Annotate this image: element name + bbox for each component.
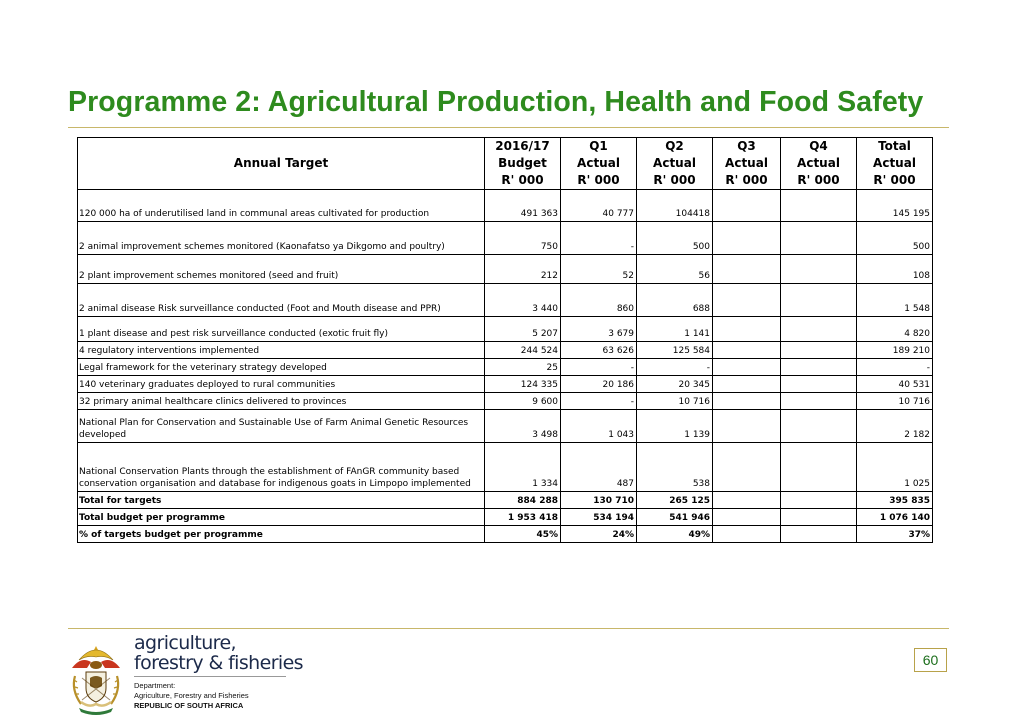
amount-cell: - [637, 359, 713, 376]
header-line: Budget [498, 156, 547, 170]
amount-cell: 1 025 [857, 443, 933, 492]
target-cell: National Plan for Conservation and Sustainable Use of Farm Animal Genetic Resources developed [78, 410, 485, 443]
table-row [78, 190, 933, 222]
table-row [78, 317, 933, 342]
amount-cell [781, 393, 857, 410]
table-row [78, 443, 933, 492]
header-line: Q4 [809, 139, 828, 153]
header-line: Q2 [665, 139, 684, 153]
title-divider [68, 127, 949, 128]
amount-cell [713, 222, 781, 255]
header-line: 2016/17 [495, 139, 550, 153]
target-cell: Legal framework for the veterinary strategy developed [78, 359, 485, 376]
amount-cell: 1 139 [637, 410, 713, 443]
amount-cell [781, 222, 857, 255]
header-cell [781, 138, 857, 190]
amount-cell: 52 [561, 255, 637, 284]
header-line: Q1 [589, 139, 608, 153]
target-cell: National Conservation Plants through the establishment of FAnGR community based conservation organisation and database for indigenous goats in Limpopo implemented [78, 443, 485, 492]
amount-cell: - [561, 222, 637, 255]
amount-cell [713, 393, 781, 410]
amount-cell [713, 342, 781, 359]
amount-cell: 9 600 [485, 393, 561, 410]
target-cell: Total for targets [78, 492, 485, 509]
amount-cell [713, 526, 781, 543]
header-line: Total [878, 139, 911, 153]
amount-cell: 688 [637, 284, 713, 317]
header-cell [857, 138, 933, 190]
target-cell: 140 veterinary graduates deployed to rural communities [78, 376, 485, 393]
page-title: Programme 2: Agricultural Production, Health and Food Safety [68, 86, 924, 118]
table-row [78, 342, 933, 359]
amount-cell: 491 363 [485, 190, 561, 222]
amount-cell: 212 [485, 255, 561, 284]
table-row [78, 393, 933, 410]
amount-cell [781, 359, 857, 376]
amount-cell: 5 207 [485, 317, 561, 342]
table-row [78, 222, 933, 255]
page-number: 60 [914, 648, 947, 672]
table-row [78, 255, 933, 284]
header-line: Q3 [737, 139, 756, 153]
header-line: R' 000 [873, 173, 916, 187]
footer-divider [68, 628, 949, 629]
amount-cell: 3 679 [561, 317, 637, 342]
department-name [134, 633, 303, 673]
amount-cell: 20 345 [637, 376, 713, 393]
amount-cell: 884 288 [485, 492, 561, 509]
table-row [78, 359, 933, 376]
amount-cell: 1 076 140 [857, 509, 933, 526]
amount-cell [781, 317, 857, 342]
amount-cell: - [561, 359, 637, 376]
coat-of-arms-icon [67, 638, 125, 716]
department-subtitle [134, 681, 249, 711]
amount-cell: 4 820 [857, 317, 933, 342]
header-line: Annual Target [233, 156, 329, 170]
target-cell: 2 plant improvement schemes monitored (seed and fruit) [78, 255, 485, 284]
amount-cell: - [561, 393, 637, 410]
target-cell: Total budget per programme [78, 509, 485, 526]
amount-cell: 1 953 418 [485, 509, 561, 526]
amount-cell: 25 [485, 359, 561, 376]
amount-cell: 130 710 [561, 492, 637, 509]
amount-cell: 63 626 [561, 342, 637, 359]
amount-cell: 104418 [637, 190, 713, 222]
table-row [78, 410, 933, 443]
amount-cell [781, 492, 857, 509]
amount-cell: 145 195 [857, 190, 933, 222]
amount-cell: 500 [637, 222, 713, 255]
amount-cell [781, 509, 857, 526]
amount-cell: 45% [485, 526, 561, 543]
target-cell: 120 000 ha of underutilised land in communal areas cultivated for production [78, 190, 485, 222]
amount-cell [713, 492, 781, 509]
amount-cell: 860 [561, 284, 637, 317]
header-line: R' 000 [501, 173, 544, 187]
table-row [78, 376, 933, 393]
department-divider [134, 676, 286, 677]
amount-cell [781, 190, 857, 222]
amount-cell: 265 125 [637, 492, 713, 509]
target-cell: 4 regulatory interventions implemented [78, 342, 485, 359]
department-name-line: forestry & fisheries [134, 652, 303, 674]
amount-cell: 500 [857, 222, 933, 255]
amount-cell: 124 335 [485, 376, 561, 393]
header-cell [713, 138, 781, 190]
amount-cell: 40 777 [561, 190, 637, 222]
amount-cell: 49% [637, 526, 713, 543]
amount-cell: 10 716 [857, 393, 933, 410]
table-header-row [78, 138, 933, 190]
amount-cell: 108 [857, 255, 933, 284]
amount-cell: 20 186 [561, 376, 637, 393]
amount-cell: 1 548 [857, 284, 933, 317]
amount-cell: 2 182 [857, 410, 933, 443]
amount-cell: 244 524 [485, 342, 561, 359]
amount-cell [781, 284, 857, 317]
amount-cell [781, 255, 857, 284]
header-line: R' 000 [577, 173, 620, 187]
amount-cell: 1 043 [561, 410, 637, 443]
department-name-line: agriculture, [134, 632, 236, 654]
target-cell: 2 animal disease Risk surveillance conducted (Foot and Mouth disease and PPR) [78, 284, 485, 317]
amount-cell: 487 [561, 443, 637, 492]
table-row [78, 526, 933, 543]
amount-cell [781, 410, 857, 443]
target-cell: 32 primary animal healthcare clinics delivered to provinces [78, 393, 485, 410]
table-row [78, 492, 933, 509]
amount-cell: 3 498 [485, 410, 561, 443]
header-line: Actual [797, 156, 840, 170]
amount-cell: 3 440 [485, 284, 561, 317]
amount-cell: 395 835 [857, 492, 933, 509]
country-name: REPUBLIC OF SOUTH AFRICA [134, 701, 244, 710]
header-cell [485, 138, 561, 190]
amount-cell: 541 946 [637, 509, 713, 526]
table-body [78, 190, 933, 543]
amount-cell: 40 531 [857, 376, 933, 393]
header-line: Actual [873, 156, 916, 170]
amount-cell: 10 716 [637, 393, 713, 410]
amount-cell: 56 [637, 255, 713, 284]
amount-cell: 750 [485, 222, 561, 255]
amount-cell: - [857, 359, 933, 376]
amount-cell [713, 255, 781, 284]
amount-cell [713, 284, 781, 317]
header-line: R' 000 [797, 173, 840, 187]
amount-cell: 125 584 [637, 342, 713, 359]
header-cell [561, 138, 637, 190]
header-line: Actual [577, 156, 620, 170]
amount-cell: 24% [561, 526, 637, 543]
amount-cell: 1 334 [485, 443, 561, 492]
amount-cell [781, 443, 857, 492]
amount-cell [781, 376, 857, 393]
target-cell: % of targets budget per programme [78, 526, 485, 543]
amount-cell [713, 509, 781, 526]
amount-cell: 37% [857, 526, 933, 543]
amount-cell: 1 141 [637, 317, 713, 342]
header-line: R' 000 [725, 173, 768, 187]
department-label: Department: [134, 681, 176, 690]
header-line: R' 000 [653, 173, 696, 187]
header-cell [637, 138, 713, 190]
amount-cell: 538 [637, 443, 713, 492]
target-cell: 2 animal improvement schemes monitored (Kaonafatso ya Dikgomo and poultry) [78, 222, 485, 255]
amount-cell [713, 376, 781, 393]
amount-cell [781, 342, 857, 359]
target-cell: 1 plant disease and pest risk surveillance conducted (exotic fruit fly) [78, 317, 485, 342]
header-annual-target [78, 138, 485, 190]
budget-table [77, 137, 933, 543]
amount-cell [713, 443, 781, 492]
department-full-name: Agriculture, Forestry and Fisheries [134, 691, 249, 700]
amount-cell [713, 190, 781, 222]
amount-cell [713, 359, 781, 376]
table-row [78, 284, 933, 317]
header-line: Actual [725, 156, 768, 170]
header-line: Actual [653, 156, 696, 170]
table-row [78, 509, 933, 526]
amount-cell: 189 210 [857, 342, 933, 359]
amount-cell [781, 526, 857, 543]
amount-cell [713, 317, 781, 342]
amount-cell: 534 194 [561, 509, 637, 526]
amount-cell [713, 410, 781, 443]
